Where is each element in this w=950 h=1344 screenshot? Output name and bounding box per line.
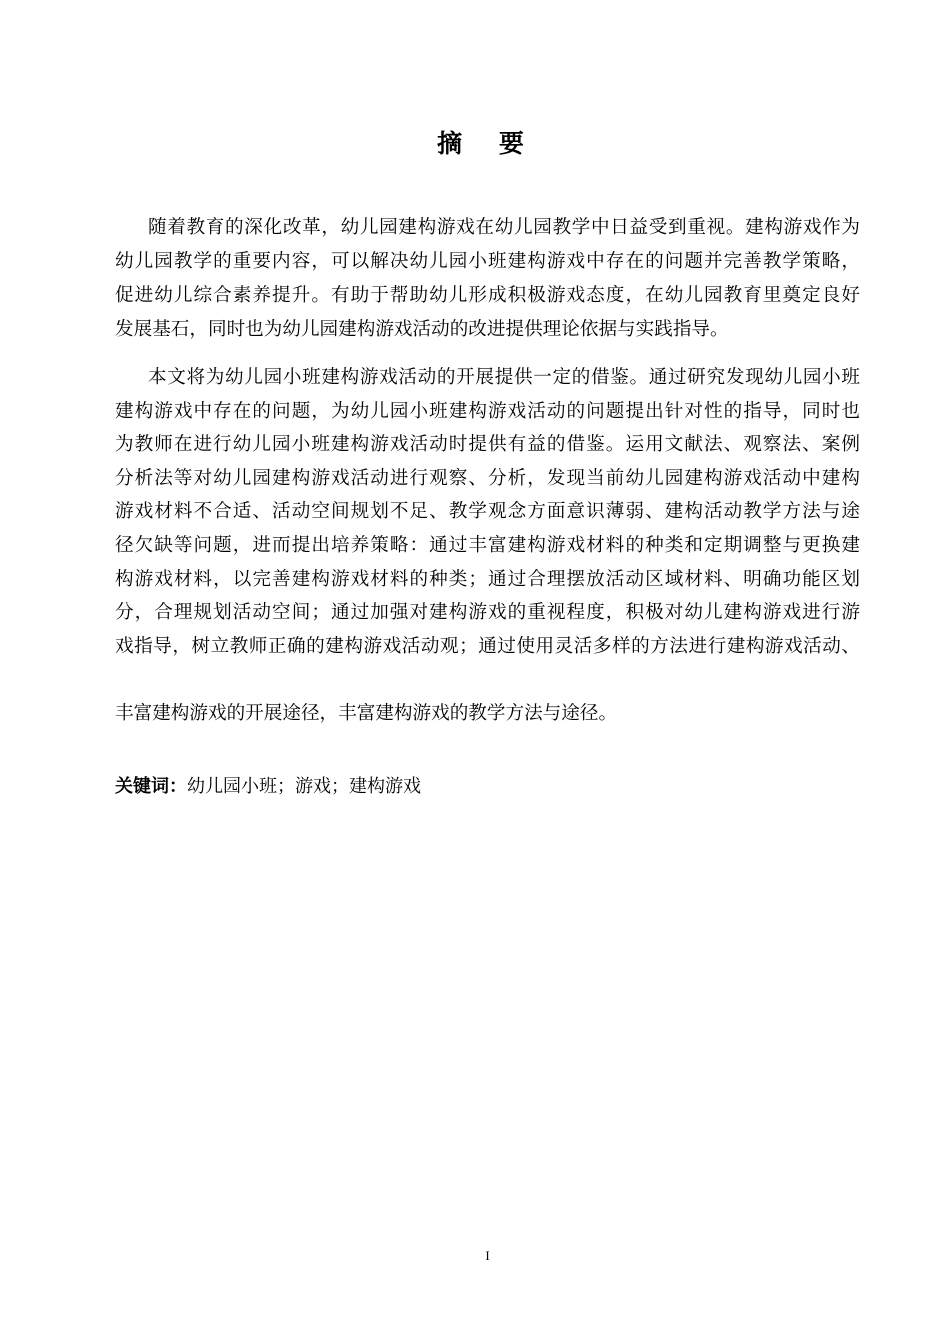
keywords-label: 关键词： [115,776,187,797]
text-line: 促进幼儿综合素养提升。有助于帮助幼儿形成积极游戏态度，在幼儿园教育里奠定良好 [115,285,860,306]
page-number: I [485,1248,490,1263]
text-line: 分析法等对幼儿园建构游戏活动进行观察、分析，发现当前幼儿园建构游戏活动中建构 [115,468,860,489]
text-line: 径欠缺等问题，进而提出培养策略：通过丰富建构游戏材料的种类和定期调整与更换建 [115,535,860,556]
text-line: 戏指导，树立教师正确的建构游戏活动观；通过使用灵活多样的方法进行建构游戏活动、 [115,636,860,657]
text-line: 构游戏材料，以完善建构游戏材料的种类；通过合理摆放活动区域材料、明确功能区划 [115,569,860,590]
text-line: 建构游戏中存在的问题，为幼儿园小班建构游戏活动的问题提出针对性的指导，同时也 [115,401,860,422]
text-line: 随着教育的深化改革，幼儿园建构游戏在幼儿园教学中日益受到重视。建构游戏作为 [148,217,860,238]
page-title: 摘 要 [437,129,538,158]
text-line: 幼儿园教学的重要内容，可以解决幼儿园小班建构游戏中存在的问题并完善教学策略， [115,251,860,272]
text-line: 分，合理规划活动空间；通过加强对建构游戏的重视程度，积极对幼儿建构游戏进行游 [115,602,860,623]
text-line: 为教师在进行幼儿园小班建构游戏活动时提供有益的借鉴。运用文献法、观察法、案例 [115,434,860,455]
text-line: 丰富建构游戏的开展途径，丰富建构游戏的教学方法与途径。 [115,703,618,724]
text-line: 发展基石，同时也为幼儿园建构游戏活动的改进提供理论依据与实践指导。 [115,319,729,340]
keywords-value: 幼儿园小班；游戏；建构游戏 [187,776,421,797]
keywords [115,772,421,798]
text-line: 本文将为幼儿园小班建构游戏活动的开展提供一定的借鉴。通过研究发现幼儿园小班 [148,367,860,388]
text-line: 游戏材料不合适、活动空间规划不足、教学观念方面意识薄弱、建构活动教学方法与途 [115,501,860,522]
